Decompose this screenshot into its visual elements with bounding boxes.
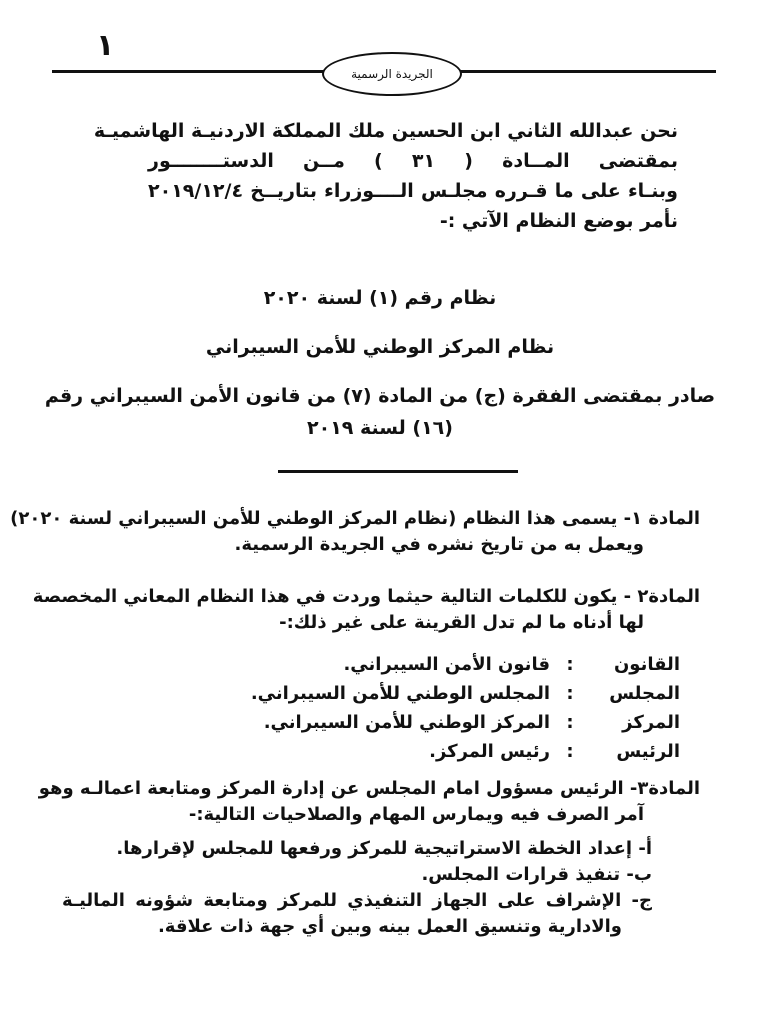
preamble-line: بمقتضى المــادة ( ٣١ ) مــن الدستــــــــور bbox=[148, 150, 679, 172]
article-3 bbox=[38, 776, 700, 828]
definition-term: القانون bbox=[613, 654, 680, 675]
regulation-name: نظام المركز الوطني للأمن السيبراني bbox=[205, 336, 555, 358]
regulation-number: نظام رقم (١) لسنة ٢٠٢٠ bbox=[263, 287, 497, 309]
definition-term: المجلس bbox=[609, 683, 680, 704]
article-text-line: آمر الصرف فيه ويمارس المهام والصلاحيات التالية:- bbox=[188, 804, 644, 825]
definition-colon: : bbox=[566, 741, 574, 762]
royal-preamble bbox=[93, 116, 679, 236]
definition-term: المركز bbox=[622, 712, 680, 733]
preamble-line: وبنـاء على ما قـرره مجلـس الــــوزراء بتاريــخ ٢٠١٩/١٢/٤ bbox=[148, 180, 678, 202]
powers-list bbox=[62, 836, 652, 940]
definitions-list bbox=[251, 650, 680, 766]
list-item: أ- إعداد الخطة الاستراتيجية للمركز ورفعها للمجلس لإقرارها. bbox=[116, 838, 652, 859]
definition-term: الرئيس bbox=[616, 741, 680, 762]
issuance-line: (١٦) لسنة ٢٠١٩ bbox=[307, 417, 453, 439]
list-item: ج- الإشراف على الجهاز التنفيذي للمركز ومتابعة شؤونه الماليـة bbox=[62, 890, 652, 911]
article-text-line: المادة٣- الرئيس مسؤول امام المجلس عن إدارة المركز ومتابعة اعمالـه وهو bbox=[38, 778, 700, 799]
page-number: ١ bbox=[96, 28, 115, 63]
article-text-line: المادة٢ - يكون للكلمات التالية حيثما وردت في هذا النظام المعاني المخصصة bbox=[32, 586, 700, 607]
preamble-line: نحن عبدالله الثاني ابن الحسين ملك المملكة الاردنيـة الهاشميـة bbox=[93, 120, 678, 142]
article-text-line: لها أدناه ما لم تدل القرينة على غير ذلك:- bbox=[279, 612, 644, 633]
definition-colon: : bbox=[566, 654, 574, 675]
definition-row bbox=[251, 708, 680, 737]
section-divider bbox=[278, 470, 518, 473]
issuance-line: صادر بمقتضى الفقرة (ج) من المادة (٧) من قانون الأمن السيبراني رقم bbox=[44, 385, 716, 407]
definition-meaning: قانون الأمن السيبراني. bbox=[343, 654, 550, 675]
definition-row bbox=[251, 737, 680, 766]
article-1 bbox=[10, 506, 700, 558]
list-item-continuation: والادارية وتنسيق العمل بينه وبين أي جهة ذات علاقة. bbox=[157, 916, 622, 937]
definition-meaning: المركز الوطني للأمن السيبراني. bbox=[263, 712, 550, 733]
article-text-line: المادة ١- يسمى هذا النظام (نظام المركز الوطني للأمن السيبراني لسنة ٢٠٢٠) bbox=[10, 508, 700, 529]
gazette-name: الجريدة الرسمية bbox=[351, 67, 433, 81]
preamble-line: نأمر بوضع النظام الآتي :- bbox=[439, 210, 678, 232]
definition-meaning: رئيس المركز. bbox=[429, 741, 550, 762]
definition-colon: : bbox=[566, 683, 574, 704]
definition-row bbox=[251, 650, 680, 679]
article-2 bbox=[32, 584, 700, 636]
definition-colon: : bbox=[566, 712, 574, 733]
gazette-emblem bbox=[322, 52, 462, 96]
list-item: ب- تنفيذ قرارات المجلس. bbox=[421, 864, 652, 885]
definition-meaning: المجلس الوطني للأمن السيبراني. bbox=[250, 683, 550, 704]
article-text-line: ويعمل به من تاريخ نشره في الجريدة الرسمية. bbox=[234, 534, 644, 555]
definition-row bbox=[251, 679, 680, 708]
